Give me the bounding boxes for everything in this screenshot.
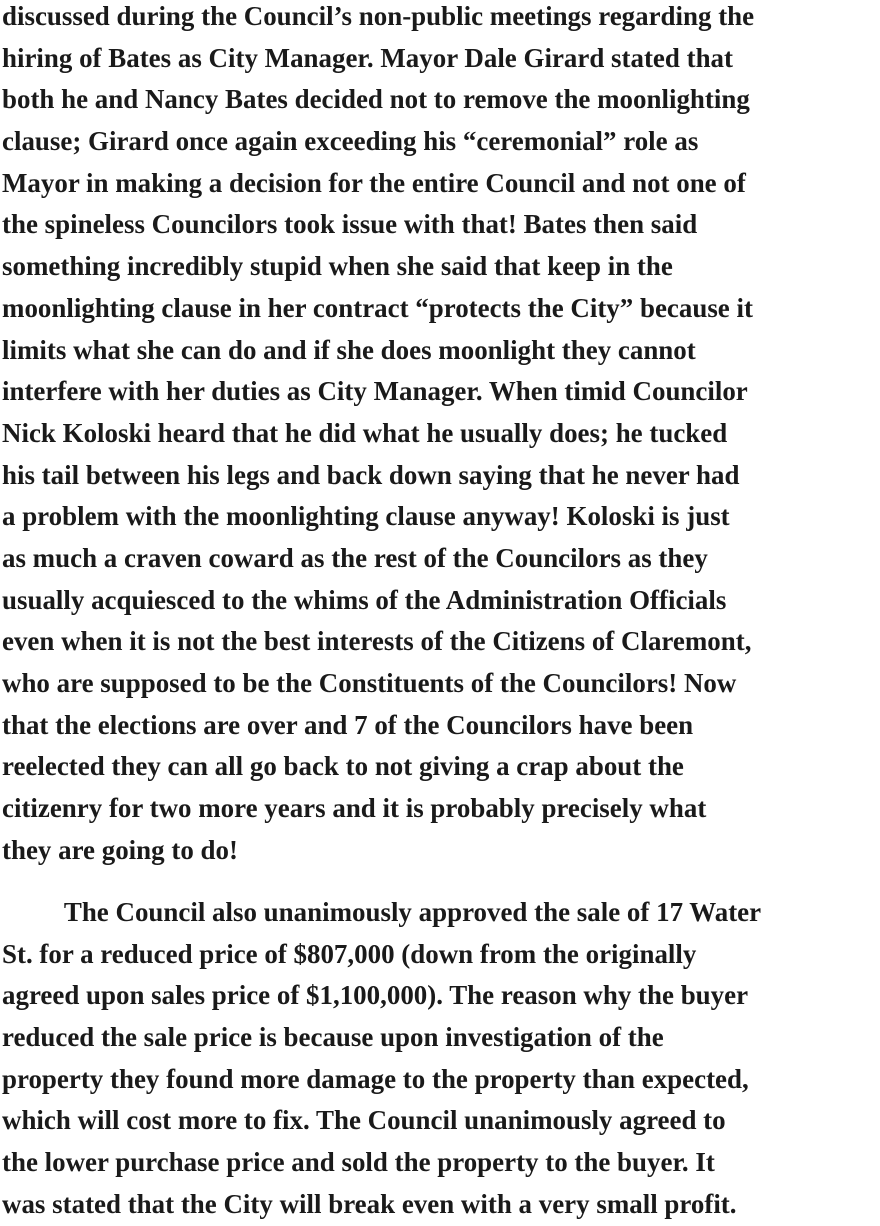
text-line: citizenry for two more years and it is probably precisely what [2, 793, 707, 824]
text-line: moonlighting clause in her contract “protects the City” because it [2, 292, 753, 323]
paragraph-moonlighting-clause [2, 0, 880, 871]
text-line: agreed upon sales price of $1,100,000). The reason why the buyer [2, 980, 749, 1011]
paragraph-water-street-sale [2, 892, 880, 1226]
text-line: Mayor in making a decision for the entire Council and not one of [2, 167, 746, 198]
text-line: interfere with her duties as City Manager. When timid Councilor [2, 376, 748, 407]
text-line: as much a craven coward as the rest of the Councilors as they [2, 542, 708, 573]
text-line: Nick Koloski heard that he did what he usually does; he tucked [2, 417, 728, 448]
text-line: a problem with the moonlighting clause anyway! Koloski is just [2, 501, 730, 532]
text-line: something incredibly stupid when she said that keep in the [2, 251, 673, 282]
text-line: who are supposed to be the Constituents of the Councilors! Now [2, 668, 737, 698]
text-line: which will cost more to fix. The Council unanimously agreed to [2, 1105, 726, 1136]
text-line: his tail between his legs and back down saying that he never had [2, 459, 740, 490]
text-line: even when it is not the best interests of the Citizens of Claremont, [2, 626, 752, 657]
text-line: the spineless Councilors took issue with that! Bates then said [2, 209, 698, 240]
text-line: was stated that the City will break even with a very small profit. [2, 1188, 737, 1219]
text-line: they are going to do! [2, 834, 238, 865]
text-line: property they found more damage to the property than expected, [2, 1063, 749, 1094]
text-line: limits what she can do and if she does moonlight they cannot [2, 334, 696, 365]
text-line: usually acquiesced to the whims of the Administration Officials [2, 584, 727, 615]
text-line: the lower purchase price and sold the property to the buyer. It [2, 1147, 715, 1178]
text-line: that the elections are over and 7 of the Councilors have been [2, 709, 694, 740]
text-line: reduced the sale price is because upon investigation of the [2, 1022, 664, 1053]
text-line: reelected they can all go back to not giving a crap about the [2, 751, 684, 782]
text-line: discussed during the Council’s non-public meetings regarding the [2, 1, 755, 31]
text-line: clause; Girard once again exceeding his “ceremonial” role as [2, 126, 699, 157]
text-line: hiring of Bates as City Manager. Mayor Dale Girard stated that [2, 42, 734, 73]
text-line: both he and Nancy Bates decided not to remove the moonlighting [2, 84, 750, 115]
text-line: St. for a reduced price of $807,000 (down from the originally [2, 938, 697, 969]
text-line: The Council also unanimously approved the sale of 17 Water [63, 897, 762, 927]
